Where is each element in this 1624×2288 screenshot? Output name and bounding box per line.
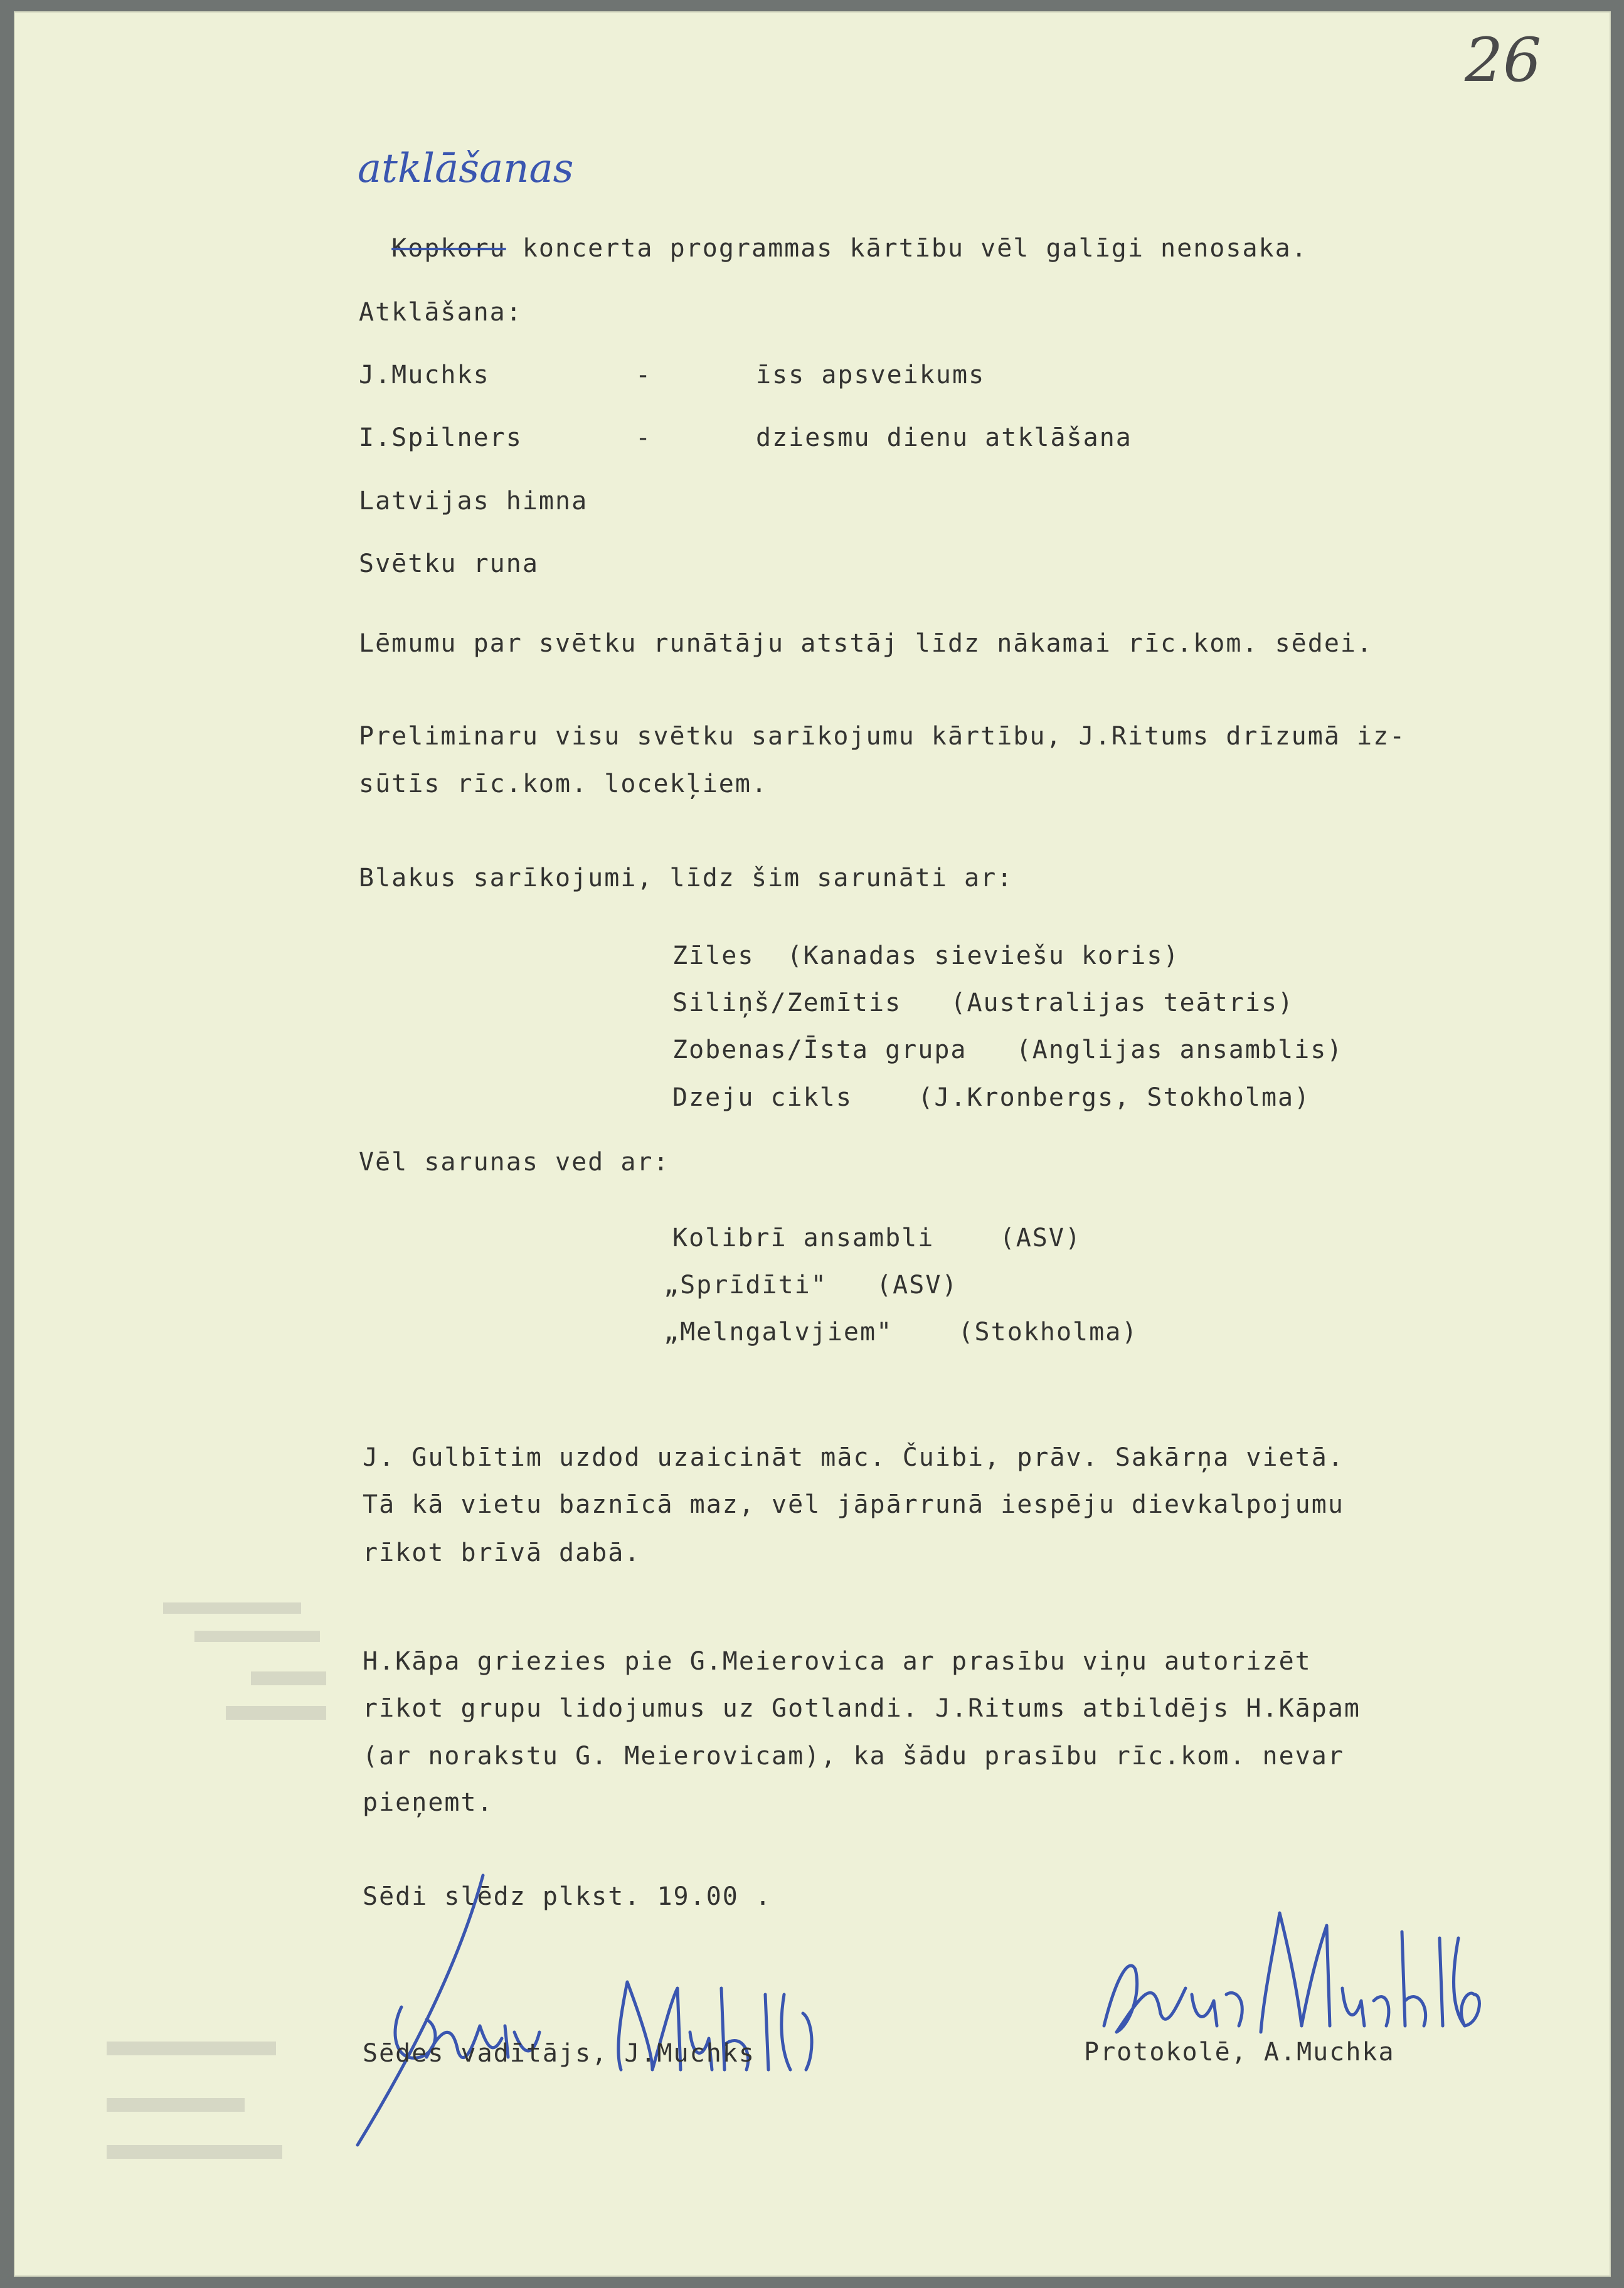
opening-text: koncerta programmas kārtību vēl galīgi nenosaka. <box>506 234 1308 263</box>
program-name-2: I.Spilners <box>359 423 523 452</box>
kapa-line-4: pieņemt. <box>363 1788 494 1817</box>
bleed-through-mark <box>226 1706 326 1720</box>
negotiations-label: Vēl sarunas ved ar: <box>359 1148 670 1177</box>
program-item-1: īss apsveikums <box>756 361 985 389</box>
bleed-through-mark <box>163 1602 301 1614</box>
bleed-through-mark <box>107 2098 245 2112</box>
side-event-item: Zīles (Kanadas sieviešu koris) <box>672 941 1180 970</box>
struck-word: Kopkoru <box>391 234 506 263</box>
program-name-1: J.Muchks <box>359 361 490 389</box>
anthem-line: Latvijas himna <box>359 487 588 516</box>
chair-signature <box>351 1869 853 2158</box>
side-event-item: Zobenas/Īsta grupa (Anglijas ansamblis) <box>672 1035 1344 1064</box>
negotiation-item: Kolibrī ansambli (ASV) <box>672 1224 1082 1253</box>
chair-label: Sēdes vadītājs, J.Muchks <box>363 2039 755 2068</box>
negotiation-item: „Melngalvjiem" (Stokholma) <box>664 1318 1138 1347</box>
gulbitis-line-1: J. Gulbītim uzdod uzaicināt māc. Čuibi, prāv. Sakārņa vietā. <box>363 1443 1344 1472</box>
preliminary-line-1: Preliminaru visu svētku sarīkojumu kārtību, J.Ritums drīzumā iz- <box>359 722 1406 751</box>
page-number: 26 <box>1465 25 1542 95</box>
bleed-through-mark <box>107 2145 282 2159</box>
opening-line <box>359 203 1308 263</box>
bleed-through-mark <box>251 1671 326 1685</box>
protocol-signature <box>1091 1900 1480 2057</box>
side-events-label: Blakus sarīkojumi, līdz šim sarunāti ar: <box>359 864 1014 892</box>
program-dash-2: - <box>635 423 652 452</box>
preliminary-line-2: sūtīs rīc.kom. locekļiem. <box>359 770 768 798</box>
handwritten-insert: atklāšanas <box>358 146 574 192</box>
program-item-2: dziesmu dienu atklāšana <box>756 423 1132 452</box>
closing-line: Sēdi slēdz plkst. 19.00 . <box>363 1882 772 1911</box>
kapa-line-2: rīkot grupu lidojumus uz Gotlandi. J.Ritums atbildējs H.Kāpam <box>363 1694 1361 1723</box>
program-dash-1: - <box>635 361 652 389</box>
section-label: Atklāšana: <box>359 298 523 327</box>
gulbitis-line-2: Tā kā vietu baznīcā maz, vēl jāpārrunā iespēju dievkalpojumu <box>363 1490 1344 1519</box>
speech-line: Svētku runa <box>359 549 539 578</box>
bleed-through-mark <box>107 2042 276 2055</box>
bleed-through-mark <box>194 1631 320 1642</box>
negotiation-item: „Sprīdīti" (ASV) <box>664 1271 958 1300</box>
side-event-item: Siliņš/Zemītis (Australijas teātris) <box>672 988 1295 1017</box>
kapa-line-1: H.Kāpa griezies pie G.Meierovica ar prasību viņu autorizēt <box>363 1647 1312 1676</box>
kapa-line-3: (ar norakstu G. Meierovicam), ka šādu prasību rīc.kom. nevar <box>363 1742 1344 1771</box>
side-event-item: Dzeju cikls (J.Kronbergs, Stokholma) <box>672 1083 1311 1112</box>
gulbitis-line-3: rīkot brīvā dabā. <box>363 1539 641 1567</box>
protocol-label: Protokolē, A.Muchka <box>1084 2038 1395 2067</box>
decision-paragraph: Lēmumu par svētku runātāju atstāj līdz nākamai rīc.kom. sēdei. <box>359 629 1374 658</box>
